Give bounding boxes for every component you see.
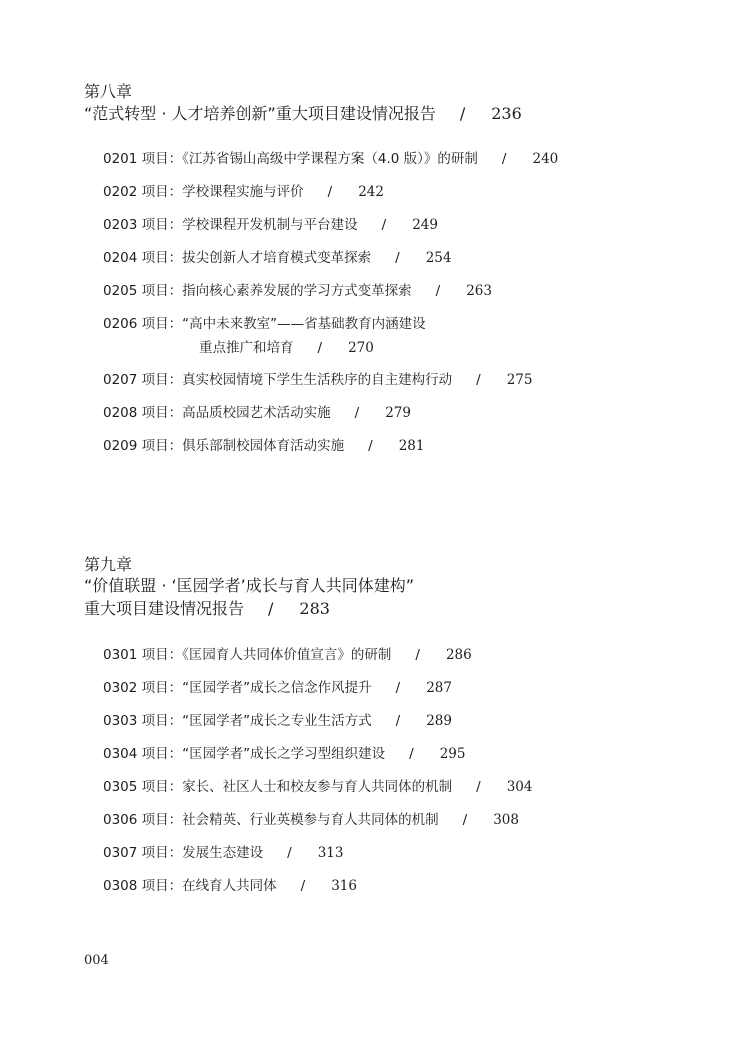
entry-page: 295 xyxy=(439,746,466,762)
chapter-9-title-text: 重大项目建设情况报告 xyxy=(84,599,245,618)
separator: / xyxy=(435,283,441,299)
entry-page: 249 xyxy=(412,217,438,233)
entry-page: 242 xyxy=(358,184,384,200)
chapter-9-label: 第九章 xyxy=(84,555,133,574)
entry-page: 270 xyxy=(348,340,374,356)
entry-page: 313 xyxy=(317,845,344,861)
chapter-8-label: 第八章 xyxy=(84,82,133,101)
toc-entry-0305 xyxy=(103,778,533,796)
entry-text: 0207 项目：真实校园情境下学生生活秩序的自主建构行动 xyxy=(103,372,453,388)
toc-entry-0205 xyxy=(103,282,492,300)
entry-continuation xyxy=(103,339,426,357)
entry-continuation-text: 重点推广和培育 xyxy=(199,340,294,356)
entry-text: 0203 项目：学校课程开发机制与平台建设 xyxy=(103,217,358,233)
chapter-9-title-line2 xyxy=(84,599,330,619)
entry-page: 254 xyxy=(425,250,452,266)
separator: / xyxy=(381,217,387,233)
toc-entry-0304 xyxy=(103,745,465,763)
entry-text: 0301 项目：《匡园育人共同体价值宣言》的研制 xyxy=(103,647,392,663)
page-number: 004 xyxy=(84,953,109,968)
toc-entry-0201 xyxy=(103,150,558,168)
separator: / xyxy=(300,878,306,894)
toc-entry-0202 xyxy=(103,183,384,201)
toc-entry-0208 xyxy=(103,404,411,422)
chapter-9-page: 283 xyxy=(299,599,330,618)
toc-entry-0203 xyxy=(103,216,438,234)
entry-text: 0305 项目：家长、社区人士和校友参与育人共同体的机制 xyxy=(103,779,453,795)
entry-text: 0206 项目：“高中未来教室”——省基础教育内涵建设 xyxy=(103,316,426,332)
entry-page: 275 xyxy=(506,372,533,388)
separator: / xyxy=(354,405,360,421)
separator: / xyxy=(287,845,292,861)
separator: / xyxy=(327,184,333,200)
chapter-9-title-line1: “价值联盟 · ‘匡园学者’成长与育人共同体建构” xyxy=(84,576,415,595)
toc-entry-0207 xyxy=(103,371,533,389)
toc-entry-0303 xyxy=(103,712,452,730)
entry-page: 286 xyxy=(445,647,472,663)
entry-text: 0306 项目：社会精英、行业英模参与育人共同体的机制 xyxy=(103,812,439,828)
entry-text: 0205 项目：指向核心素养发展的学习方式变革探索 xyxy=(103,283,412,299)
entry-text: 0209 项目：俱乐部制校园体育活动实施 xyxy=(103,438,345,454)
separator: / xyxy=(368,438,373,454)
entry-page: 304 xyxy=(506,779,533,795)
entry-text: 0307 项目：发展生态建设 xyxy=(103,845,264,861)
entry-text: 0304 项目：“匡园学者”成长之学习型组织建设 xyxy=(103,746,386,762)
entry-text: 0302 项目：“匡园学者”成长之信念作风提升 xyxy=(103,680,372,696)
entry-page: 308 xyxy=(493,812,519,828)
separator: / xyxy=(415,647,420,663)
separator: / xyxy=(317,340,323,356)
separator: / xyxy=(501,151,507,167)
toc-entry-0206 xyxy=(103,315,426,357)
toc-entry-0209 xyxy=(103,437,425,455)
entry-text: 0201 项目：《江苏省锡山高级中学课程方案（4.0 版）》的研制 xyxy=(103,151,478,167)
toc-entry-0306 xyxy=(103,811,519,829)
toc-entry-0204 xyxy=(103,249,452,267)
entry-text: 0202 项目：学校课程实施与评价 xyxy=(103,184,304,200)
toc-entry-0307 xyxy=(103,844,344,862)
entry-text: 0204 项目：拔尖创新人才培育模式变革探索 xyxy=(103,250,372,266)
chapter-8-title-text: “范式转型 · 人才培养创新”重大项目建设情况报告 xyxy=(84,104,436,123)
toc-entry-0301 xyxy=(103,646,472,664)
entry-page: 281 xyxy=(398,438,425,454)
separator: / xyxy=(476,372,481,388)
entry-page: 240 xyxy=(532,151,559,167)
chapter-8-page: 236 xyxy=(491,104,522,123)
chapter-8-title xyxy=(84,104,522,124)
separator: / xyxy=(395,680,401,696)
separator: / xyxy=(459,104,466,123)
toc-entry-0308 xyxy=(103,877,357,895)
separator: / xyxy=(268,599,274,618)
entry-page: 263 xyxy=(466,283,492,299)
entry-page: 287 xyxy=(426,680,452,696)
entry-page: 316 xyxy=(331,878,357,894)
separator: / xyxy=(395,713,401,729)
entry-page: 279 xyxy=(385,405,411,421)
entry-text: 0303 项目：“匡园学者”成长之专业生活方式 xyxy=(103,713,372,729)
entry-text: 0308 项目：在线育人共同体 xyxy=(103,878,277,894)
entry-text: 0208 项目：高品质校园艺术活动实施 xyxy=(103,405,331,421)
toc-entry-0302 xyxy=(103,679,452,697)
separator: / xyxy=(476,779,481,795)
separator: / xyxy=(395,250,400,266)
separator: / xyxy=(462,812,468,828)
entry-page: 289 xyxy=(426,713,452,729)
separator: / xyxy=(409,746,414,762)
